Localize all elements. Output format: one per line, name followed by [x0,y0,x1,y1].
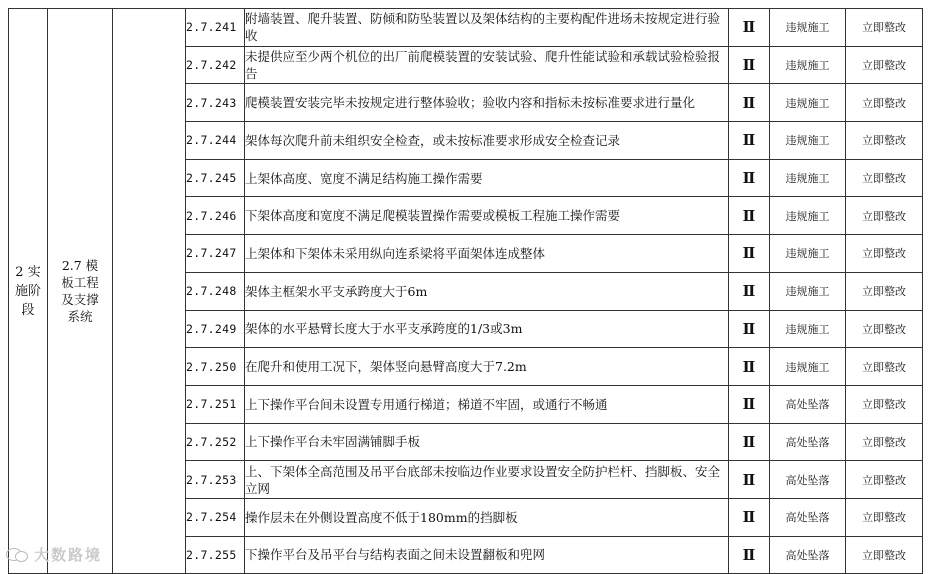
hazard-type: 高处坠落 [770,536,846,574]
item-code: 2.7.253 [186,461,245,499]
hazard-level: Ⅱ [729,159,770,197]
hazard-type: 违规施工 [770,9,846,47]
item-code: 2.7.241 [186,9,245,47]
watermark [6,543,102,565]
item-code: 2.7.242 [186,46,245,84]
weibo-logo-icon [6,546,28,562]
item-description: 上架体高度、宽度不满足结构施工操作需要 [245,159,729,197]
rectification-action: 立即整改 [846,9,923,47]
rectification-action: 立即整改 [846,385,923,423]
item-description: 未提供应至少两个机位的出厂前爬模装置的安装试验、爬升性能试验和承载试验检验报告 [245,46,729,84]
hazard-level: Ⅱ [729,272,770,310]
item-description: 架体每次爬升前未组织安全检查，或未按标准要求形成安全检查记录 [245,122,729,160]
item-code: 2.7.244 [186,122,245,160]
module-cell [48,9,113,574]
hazard-level: Ⅱ [729,385,770,423]
table-row [9,9,923,47]
item-description: 上下操作平台未牢固满铺脚手板 [245,423,729,461]
hazard-level: Ⅱ [729,498,770,536]
item-code: 2.7.245 [186,159,245,197]
hazard-level: Ⅱ [729,423,770,461]
item-description: 操作层未在外侧设置高度不低于180mm的挡脚板 [245,498,729,536]
rectification-action: 立即整改 [846,348,923,386]
hazard-type: 违规施工 [770,272,846,310]
hazard-level: Ⅱ [729,122,770,160]
rectification-action: 立即整改 [846,536,923,574]
hazard-type: 违规施工 [770,197,846,235]
rectification-action: 立即整改 [846,197,923,235]
hazard-type: 违规施工 [770,46,846,84]
item-code: 2.7.251 [186,385,245,423]
item-code: 2.7.249 [186,310,245,348]
module-label: 2.7 模板工程及支撑系统 [61,258,99,325]
rectification-action: 立即整改 [846,461,923,499]
rectification-action: 立即整改 [846,498,923,536]
item-code: 2.7.252 [186,423,245,461]
item-code: 2.7.243 [186,84,245,122]
item-code: 2.7.254 [186,498,245,536]
item-code: 2.7.247 [186,235,245,273]
rectification-action: 立即整改 [846,84,923,122]
item-code: 2.7.246 [186,197,245,235]
item-description: 上架体和下架体未采用纵向连系梁将平面架体连成整体 [245,235,729,273]
hazard-type: 高处坠落 [770,385,846,423]
hazard-type: 违规施工 [770,348,846,386]
phase-label: 2 实施阶段 [14,264,41,318]
hazard-level: Ⅱ [729,348,770,386]
item-description: 下操作平台及吊平台与结构表面之间未设置翻板和兜网 [245,536,729,574]
watermark-text: 大数路境 [34,545,103,564]
hazard-level: Ⅱ [729,461,770,499]
hazard-type: 高处坠落 [770,498,846,536]
hazard-level: Ⅱ [729,197,770,235]
item-description: 上、下架体全高范围及吊平台底部未按临边作业要求设置安全防护栏杆、挡脚板、安全立网 [245,461,729,499]
item-description: 上下操作平台间未设置专用通行梯道；梯道不牢固，或通行不畅通 [245,385,729,423]
hazard-level: Ⅱ [729,235,770,273]
item-description: 爬模装置安装完毕未按规定进行整体验收；验收内容和指标未按标准要求进行量化 [245,84,729,122]
item-code: 2.7.250 [186,348,245,386]
hazard-level: Ⅱ [729,46,770,84]
hazard-level: Ⅱ [729,9,770,47]
item-code: 2.7.248 [186,272,245,310]
hazard-type: 违规施工 [770,235,846,273]
hazard-level: Ⅱ [729,84,770,122]
hazard-level: Ⅱ [729,536,770,574]
item-description: 架体主框架水平支承跨度大于6m [245,272,729,310]
hazard-type: 高处坠落 [770,461,846,499]
hazard-type: 违规施工 [770,159,846,197]
phase-cell [9,9,48,574]
hazard-type: 违规施工 [770,84,846,122]
rectification-action: 立即整改 [846,159,923,197]
item-description: 在爬升和使用工况下，架体竖向悬臂高度大于7.2m [245,348,729,386]
blank-column [113,9,186,574]
rectification-action: 立即整改 [846,46,923,84]
rectification-action: 立即整改 [846,310,923,348]
rectification-action: 立即整改 [846,122,923,160]
rectification-action: 立即整改 [846,272,923,310]
item-code: 2.7.255 [186,536,245,574]
item-description: 架体的水平悬臂长度大于水平支承跨度的1/3或3m [245,310,729,348]
hazard-type: 高处坠落 [770,423,846,461]
item-description: 下架体高度和宽度不满足爬模装置操作需要或模板工程施工操作需要 [245,197,729,235]
rectification-action: 立即整改 [846,235,923,273]
item-description: 附墙装置、爬升装置、防倾和防坠装置以及架体结构的主要构配件进场未按规定进行验收 [245,9,729,47]
hazard-type: 违规施工 [770,122,846,160]
hazard-level: Ⅱ [729,310,770,348]
hazard-table-body [9,9,923,574]
rectification-action: 立即整改 [846,423,923,461]
hazard-table [8,8,923,574]
hazard-type: 违规施工 [770,310,846,348]
